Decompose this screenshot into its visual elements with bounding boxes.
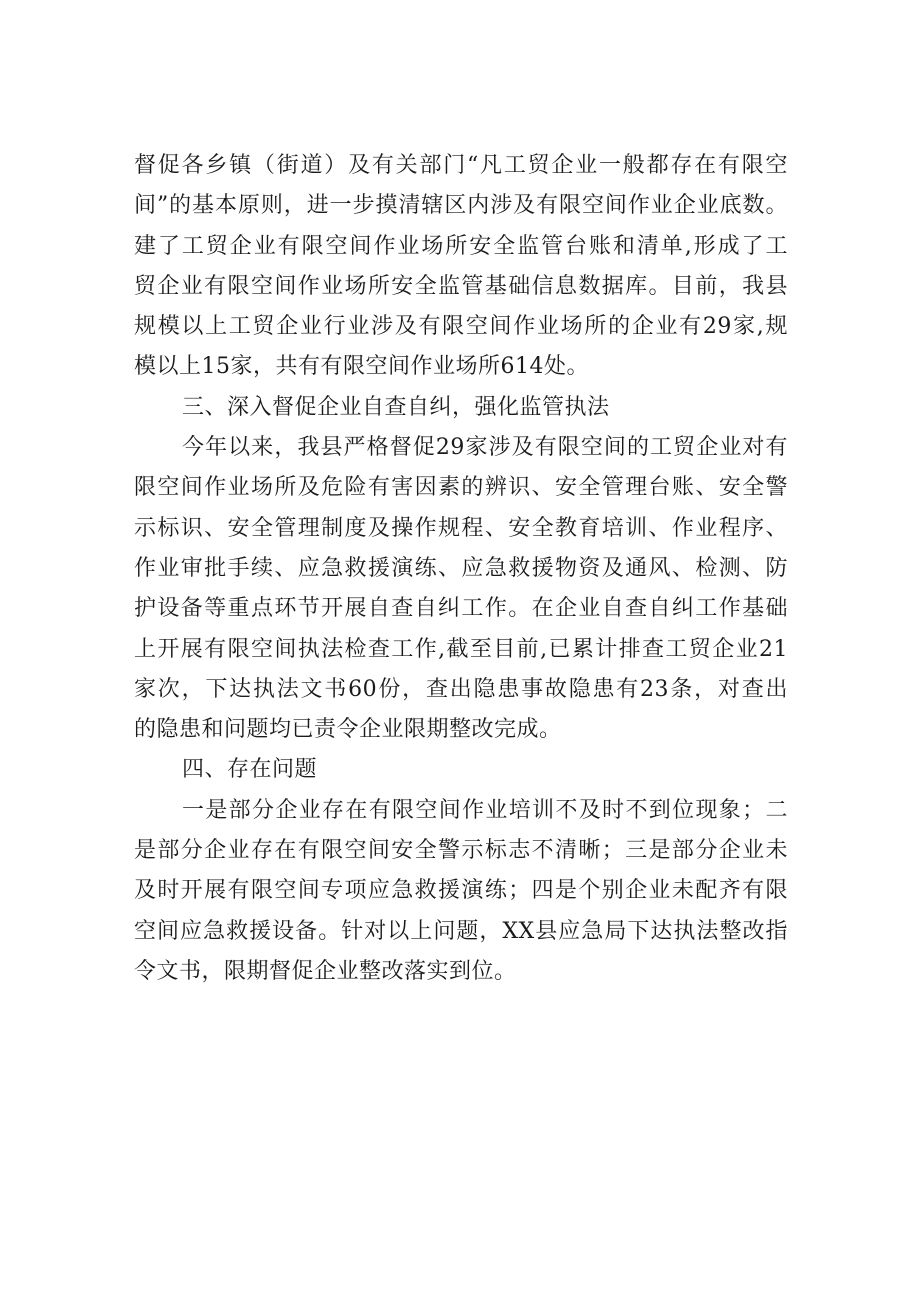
paragraph-line: 规模以上工贸企业行业涉及有限空间作业场所的企业有29家,规 [134,314,788,340]
paragraph-line: 是部分企业存在有限空间安全警示标志不清晰；三是部分企业未 [134,838,788,864]
document-body [134,146,788,992]
paragraph-line: 督促各乡镇（街道）及有关部门“凡工贸企业一般都存在有限空 [134,153,788,178]
paragraph-line: 家次，下达执法文书60份，查出隐患事故隐患有23条，对查出 [134,676,788,702]
paragraph-line: 及时开展有限空间专项应急救援演练；四是个别企业未配齐有限 [134,878,788,904]
section-heading-4: 四、存在问题 [182,757,318,783]
paragraph-line: 一是部分企业存在有限空间作业培训不及时不到位现象；二 [182,797,788,823]
section-heading-3: 三、深入督促企业自查自纠，强化监管执法 [182,394,610,420]
paragraph-line: 建了工贸企业有限空间作业场所安全监管台账和清单,形成了工 [134,233,788,259]
paragraph-line: 的隐患和问题均已责令企业限期整改完成。 [134,717,562,743]
paragraph-line: 护设备等重点环节开展自查自纠工作。在企业自查自纠工作基础 [134,596,788,622]
paragraph-line: 示标识、安全管理制度及操作规程、安全教育培训、作业程序、 [134,515,788,541]
paragraph-line: 令文书，限期督促企业整改落实到位。 [134,958,517,984]
paragraph-line: 作业审批手续、应急救援演练、应急救援物资及通风、检测、防 [134,555,788,581]
paragraph-line: 间”的基本原则，进一步摸清辖区内涉及有限空间作业企业底数。 [134,193,788,219]
paragraph-line: 限空间作业场所及危险有害因素的辨识、安全管理台账、安全警 [134,475,788,501]
paragraph-line: 上开展有限空间执法检查工作,截至目前,已累计排查工贸企业21 [134,636,788,662]
paragraph-line: 模以上15家，共有有限空间作业场所614处。 [134,354,589,380]
paragraph-line: 空间应急救援设备。针对以上问题，XX县应急局下达执法整改指 [134,918,788,944]
paragraph-line: 贸企业有限空间作业场所安全监管基础信息数据库。目前，我县 [134,273,788,299]
paragraph-line: 今年以来，我县严格督促29家涉及有限空间的工贸企业对有 [182,435,788,461]
